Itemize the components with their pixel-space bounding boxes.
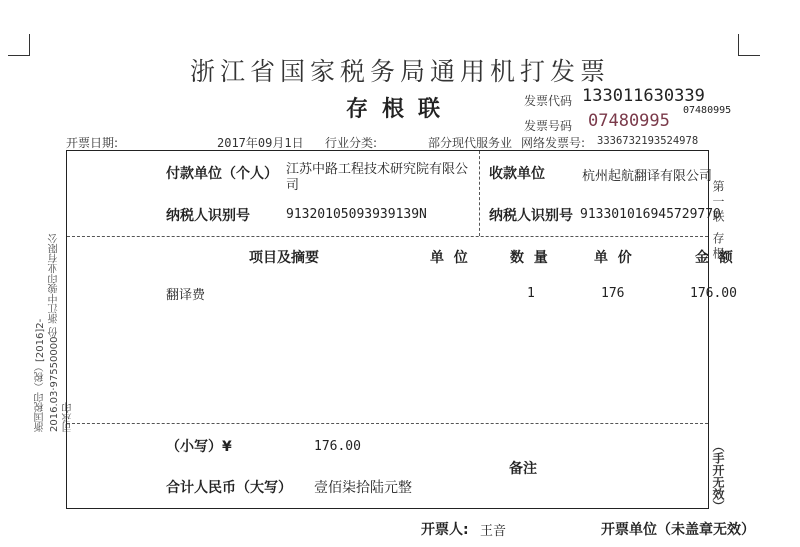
invoice-code: 133011630339 [582, 86, 705, 106]
col-header-item: 项目及摘要 [249, 250, 319, 266]
divider-horizontal-1 [67, 236, 708, 237]
payer-name-line2: 司 [286, 178, 300, 193]
invoice-code-label: 发票代码 [524, 94, 573, 108]
payer-label: 付款单位（个人） [166, 166, 278, 182]
payer-name-line1: 江苏中路工程技术研究院有限公 [286, 162, 469, 177]
invoice-number-small: 07480995 [683, 105, 732, 116]
printer-info-line2: 浙江中骏印业有限公司承印 [49, 233, 74, 432]
col-header-price: 单 价 [594, 250, 632, 266]
col-header-amount: 金 额 [695, 250, 733, 266]
copy-label: 第一联 存根 [711, 180, 725, 262]
issue-date-label: 开票日期: [66, 136, 119, 150]
divider-horizontal-2 [67, 423, 708, 424]
invoice-number: 07480995 [588, 111, 670, 131]
col-header-qty: 数 量 [510, 250, 548, 266]
small-amount-label: （小写）¥ [166, 439, 232, 455]
payee-tax-label: 纳税人识别号 [489, 208, 573, 224]
invoice-subtitle: 存根联 [345, 97, 454, 122]
industry-label: 行业分类: [325, 136, 378, 150]
row-price: 176 [601, 286, 625, 301]
row-amount: 176.00 [690, 286, 737, 301]
remarks-label: 备注 [509, 461, 537, 477]
check-code-label: 网络发票号: [521, 136, 586, 150]
payer-tax-id: 91320105093939139N [286, 207, 427, 222]
big-amount-label: 合计人民币（大写） [166, 480, 292, 496]
row-qty: 1 [527, 286, 535, 301]
small-amount: 176.00 [314, 439, 361, 454]
row-item: 翻译费 [166, 288, 206, 303]
big-amount: 壹佰柒拾陆元整 [314, 480, 412, 496]
col-header-unit: 单 位 [430, 250, 468, 266]
invoice-title: 浙江省国家税务局通用机打发票 [189, 57, 610, 86]
check-code: 3336732193524978 [597, 135, 699, 147]
issue-date: 2017年09月1日 [217, 136, 304, 150]
issuer-name: 王音 [480, 524, 507, 539]
invoice-body [66, 150, 709, 509]
handwritten-invalid-note: （手开无效） [711, 440, 725, 512]
payee-name: 杭州起航翻译有限公司 [582, 169, 713, 184]
divider-vertical [479, 151, 480, 236]
printer-info-line1: 浙国税印（税）[2016]2-2016.03·97550000份 [35, 318, 60, 432]
payee-label: 收款单位 [489, 166, 545, 182]
issuer-label: 开票人: [421, 522, 469, 538]
payer-tax-label: 纳税人识别号 [166, 208, 250, 224]
seal-note: 开票单位（未盖章无效） [601, 522, 755, 538]
invoice-number-label: 发票号码 [524, 119, 573, 133]
industry-value: 部分现代服务业 [428, 136, 513, 150]
payee-tax-id: 913301016945729770 [580, 207, 721, 222]
